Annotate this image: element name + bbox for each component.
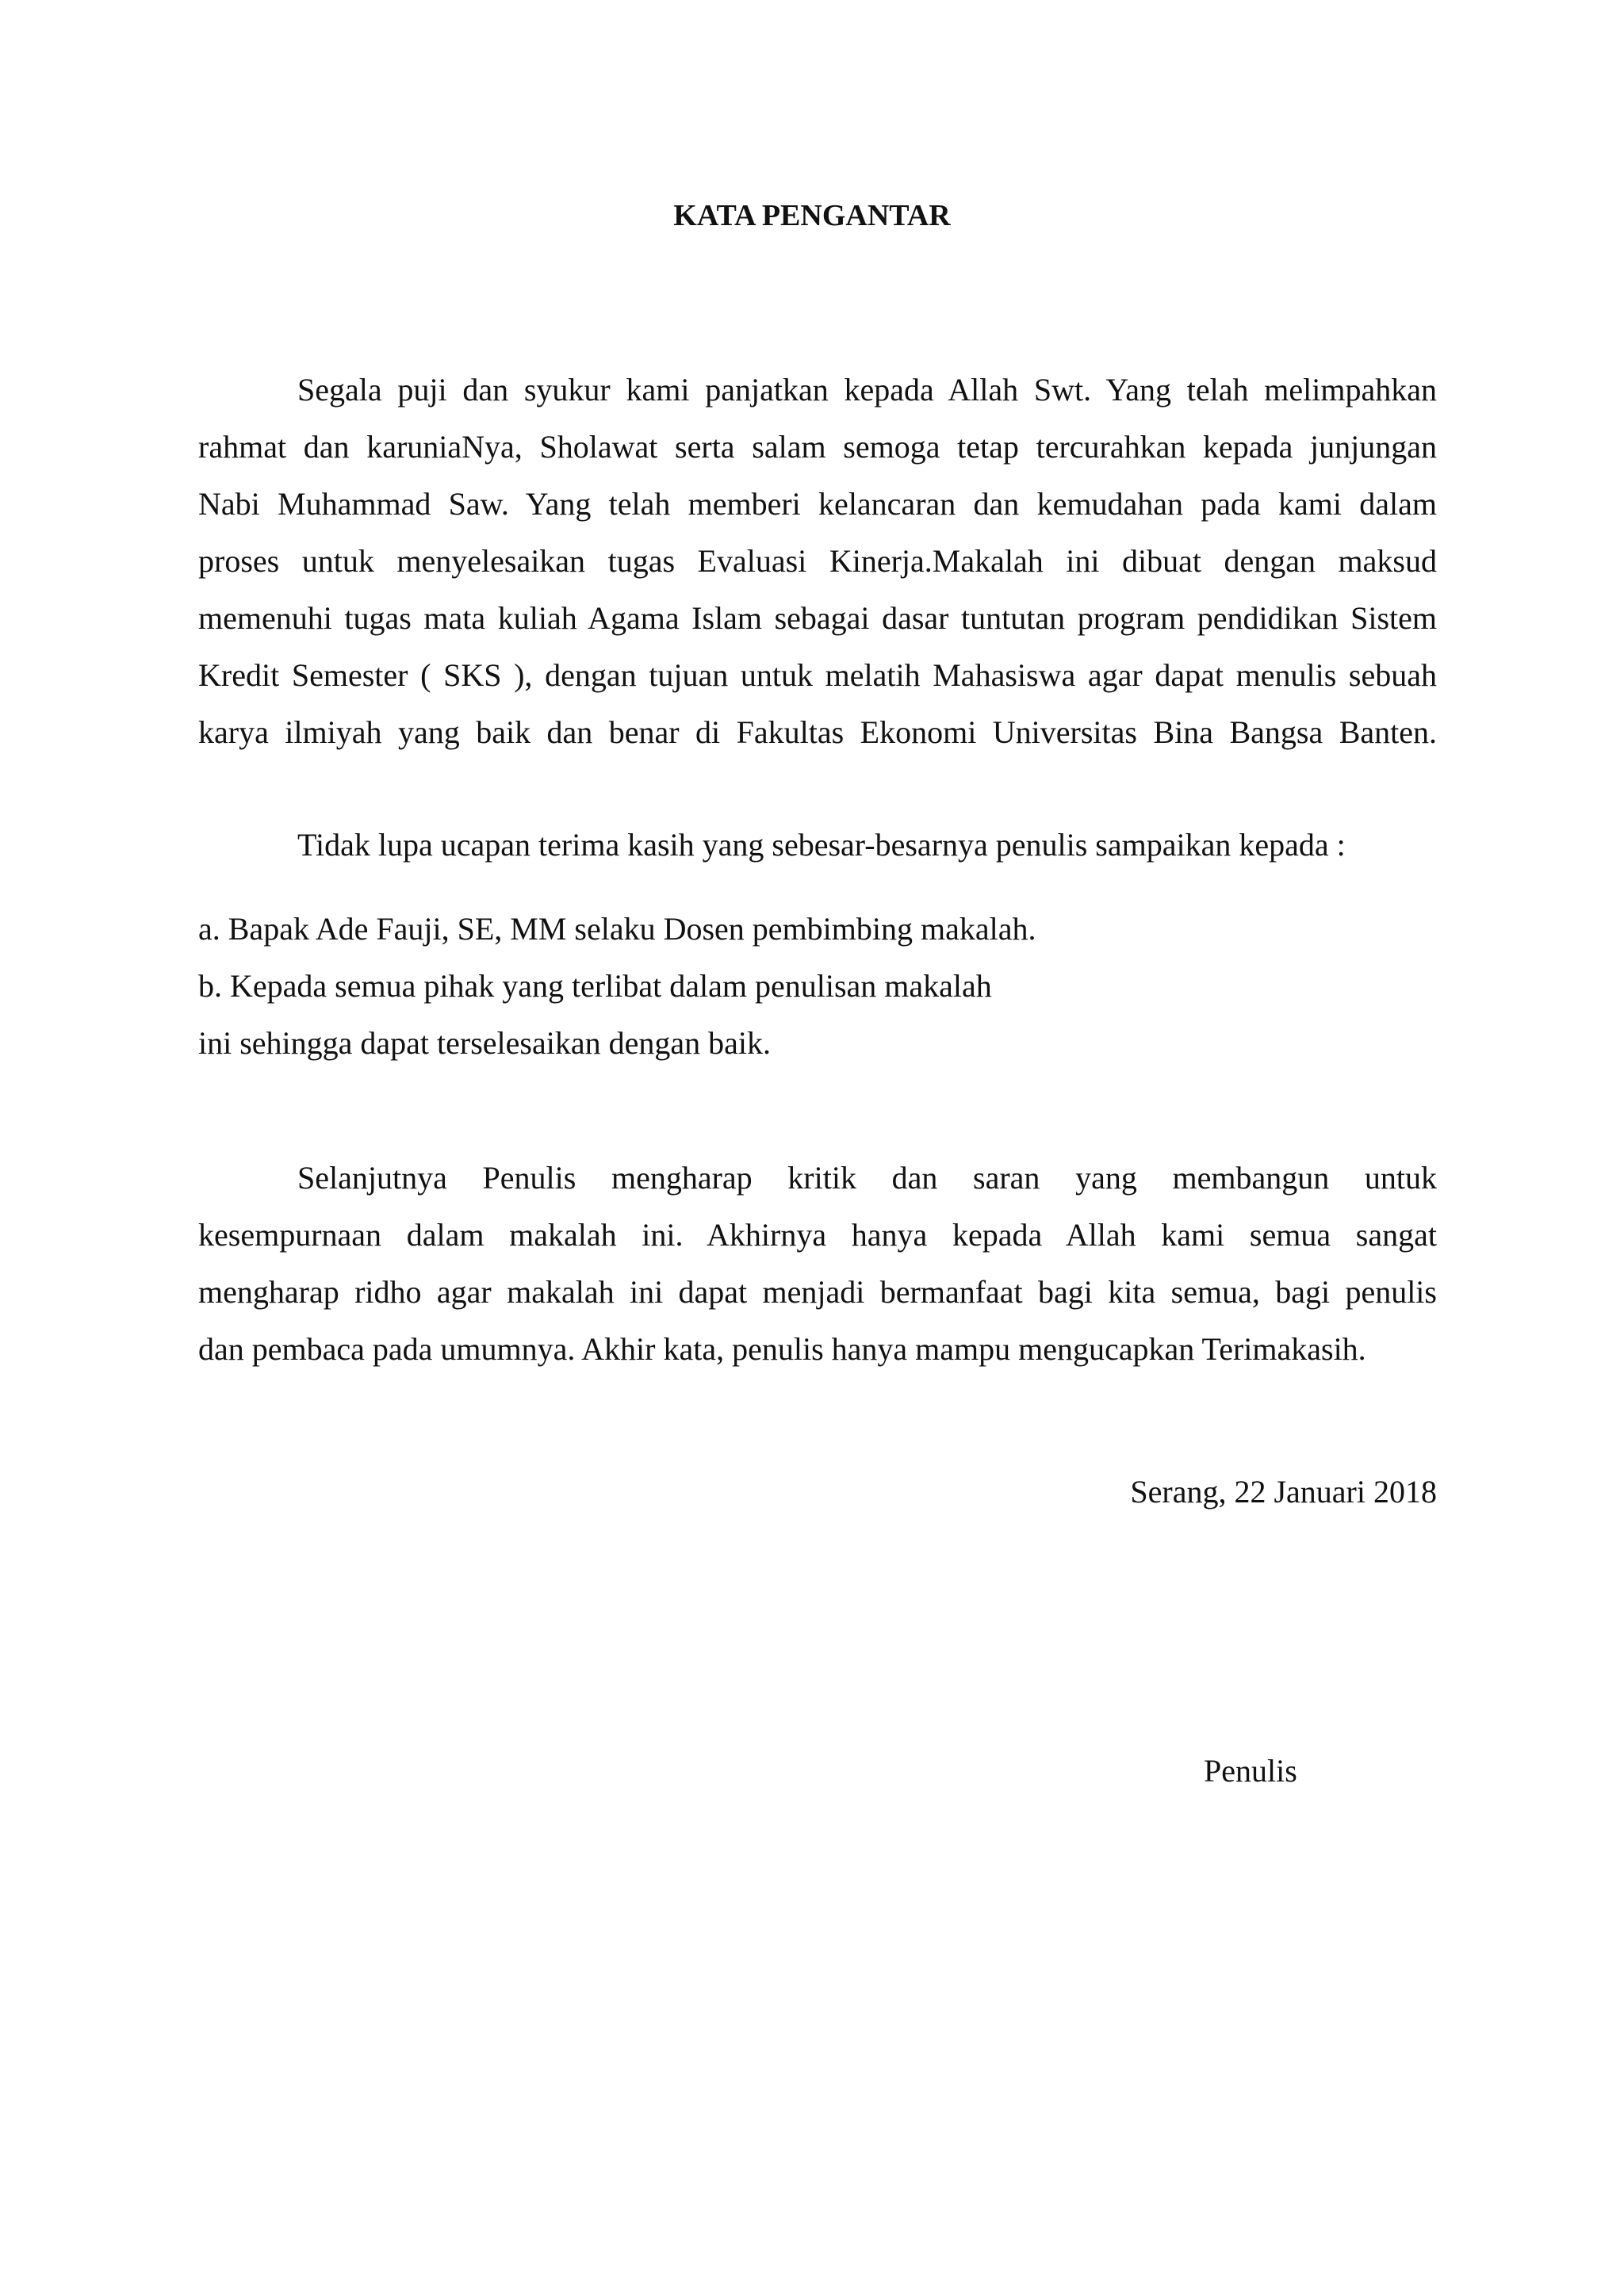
paragraph-line: Selanjutnya Penulis mengharap kritik dan saran yang membangun untuk [297,1160,1437,1196]
paragraph-line: kesempurnaan dalam makalah ini. Akhirnya hanya kepada Allah kami semua sangat [198,1217,1437,1253]
author-signature: Penulis [1204,1753,1297,1789]
paragraph-line: Kredit Semester ( SKS ), dengan tujuan untuk melatih Mahasiswa agar dapat menulis sebuah [198,657,1437,693]
paragraph-line: karya ilmiyah yang baik dan benar di Fakultas Ekonomi Universitas Bina Bangsa Banten. [198,714,1437,750]
thanks-list [198,901,1036,1072]
paragraph-line: Tidak lupa ucapan terima kasih yang sebesar-besarnya penulis sampaikan kepada : [297,827,1346,863]
paragraph-line: Nabi Muhammad Saw. Yang telah memberi kelancaran dan kemudahan pada kami dalam [198,486,1437,522]
paragraph-line: dan pembaca pada umumnya. Akhir kata, penulis hanya mampu mengucapkan Terimakasih. [198,1331,1366,1367]
paragraph-thanks [198,817,1437,874]
place-date: Serang, 22 Januari 2018 [1130,1474,1437,1510]
list-item: a. Bapak Ade Fauji, SE, MM selaku Dosen pembimbing makalah. [198,911,1036,947]
paragraph-line: mengharap ridho agar makalah ini dapat menjadi bermanfaat bagi kita semua, bagi penulis [198,1274,1437,1310]
paragraph-closing [198,1150,1437,1378]
paragraph-line: rahmat dan karuniaNya, Sholawat serta salam semoga tetap tercurahkan kepada junjungan [198,429,1437,465]
paragraph-opening [198,362,1437,761]
list-item: b. Kepada semua pihak yang terlibat dalam penulisan makalah [198,968,992,1004]
paragraph-line: memenuhi tugas mata kuliah Agama Islam sebagai dasar tuntutan program pendidikan Sistem [198,600,1437,636]
paragraph-line: Segala puji dan syukur kami panjatkan kepada Allah Swt. Yang telah melimpahkan [297,372,1437,408]
page-title: KATA PENGANTAR [673,199,951,232]
list-item: ini sehingga dapat terselesaikan dengan baik. [198,1025,771,1061]
paragraph-line: proses untuk menyelesaikan tugas Evaluasi Kinerja.Makalah ini dibuat dengan maksud [198,543,1437,579]
